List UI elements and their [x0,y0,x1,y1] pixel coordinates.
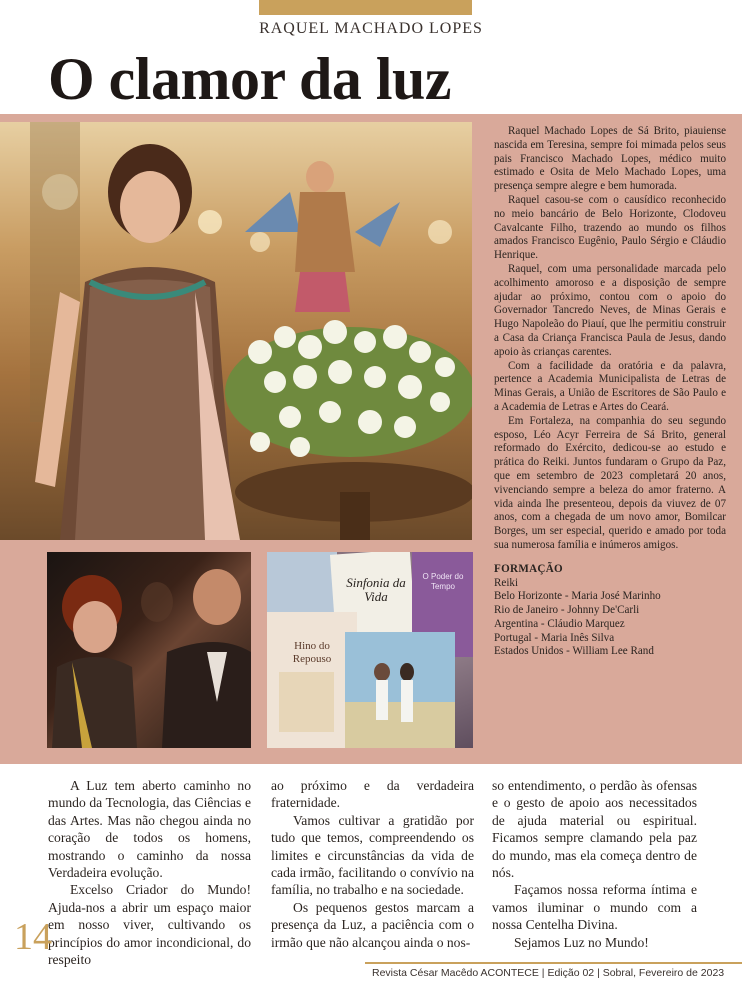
formacao-item: Rio de Janeiro - Johnny De'Carli [494,604,640,617]
main-photo [0,122,472,540]
top-accent-bar [259,0,472,15]
article-paragraph: ao próximo e da verdadeira fraternidade. [271,778,474,811]
bio-paragraph: Raquel Machado Lopes de Sá Brito, piauiense nascida em Teresina, sempre foi mimada pelos seus pais Francisco Machado Lopes, médico muito estimado e Osita de Melo Machado Lopes, uma presença sempre alegre e bem humorada. [494,125,726,193]
article-paragraph: Vamos cultivar a gratidão por tudo que temos, compreendendo os limites e circunstâncias da vida de cada irmão, facilitando o convívio na família, no trabalho e na sociedade. [271,812,474,898]
bio-paragraph: Raquel, com uma personalidade marcada pelo acolhimento amoroso e a disposição de sempre ajudar ao próximo, contou com o apoio do Governador Tancredo Neves, de Minas Gerais e Hugo Napoleão do Piauí, que lhe permitiu construir a Casa da Criança Francisca Paula de Jesus, dando apoio às crianças carentes. [494,262,726,358]
couple-photo-illustration [47,552,251,748]
formacao-heading: FORMAÇÃO [494,562,563,575]
book-title-hino: Hino do Repouso [292,640,332,665]
article-paragraph: Façamos nossa reforma íntima e vamos iluminar o mundo com a nossa Centelha Divina. [492,882,697,933]
article-paragraph: so entendimento, o perdão às ofensas e o gesto de apoio aos necessitados de ajuda material ou espiritual. Ficamos sempre clamando pela paz do mundo, mas ela começa dentro de nós. [492,778,697,881]
formacao-item: Argentina - Cláudio Marquez [494,617,625,630]
article-paragraph: Excelso Criador do Mundo! Ajuda-nos a abrir um espaço maior em nosso viver, cultivando os princípios do amor incondicional, do respeito [48,882,251,968]
couple-photo [47,552,251,748]
article-column-3 [492,777,697,951]
bio-paragraph: Em Fortaleza, na companhia do seu segundo esposo, Léo Acyr Ferreira de Sá Brito, general reformado do Exército, dedicou-se ao estudo e prática do Reiki. Juntos fundaram o Grupo da Paz, que em setembro de 2023 completará 20 anos, vivenciando sempre a beleza do amor fraterno. A vida ainda lhe presenteou, depois da viuvez de 07 anos, com a chegada de um novo amor, Bomilcar Borges, um ser especial, querido e amado por toda sua numerosa família e inúmeros amigos. [494,414,726,551]
book-title-sinfonia: Sinfonia da Vida [346,575,406,604]
formacao-item: Reiki [494,576,519,589]
footer-credit: Revista César Macêdo ACONTECE | Edição 02 | Sobral, Fevereiro de 2023 [372,967,725,979]
formacao-item: Estados Unidos - William Lee Rand [494,645,654,658]
footer-rule [365,962,742,964]
bio-paragraph: Raquel casou-se com o causídico reconhecido no meio bancário de Belo Horizonte, Clodoveu Cavalcante Filho, trazendo ao mundo os filhos amados Francisco Eugênio, Paulo Sérgio e Cláudio Henrique. [494,193,726,262]
article-paragraph: Os pequenos gestos marcam a presença da Luz, a paciência com o irmão que não alcançou ainda o nos- [271,899,474,950]
main-photo-illustration [0,122,472,540]
author-name: RAQUEL MACHADO LOPES [259,20,483,37]
bio-paragraph: Com a facilidade da oratória e da palavra, pertence a Academia Municipalista de Letras de Minas Gerais, a União de Escritores de São Paulo e a Academia de Letras e Artes do Ceará. [494,359,726,413]
article-column-1 [48,777,251,968]
bio-column [494,125,726,659]
article-headline: O clamor da luz [48,46,452,112]
formacao-item: Portugal - Maria Inês Silva [494,631,615,644]
books-photo [267,552,473,748]
article-paragraph: Sejamos Luz no Mundo! [514,934,649,950]
article-column-2 [271,777,474,951]
book-title-tempo: O Poder do Tempo [422,572,464,591]
formacao-item: Belo Horizonte - Maria José Marinho [494,590,661,603]
page-number: 14 [14,916,52,958]
article-paragraph: A Luz tem aberto caminho no mundo da Tecnologia, das Ciências e das Artes. Mas não chegou ainda no coração de todos os homens, mostrando o caminho da nossa Verdadeira evolução. [48,778,251,881]
